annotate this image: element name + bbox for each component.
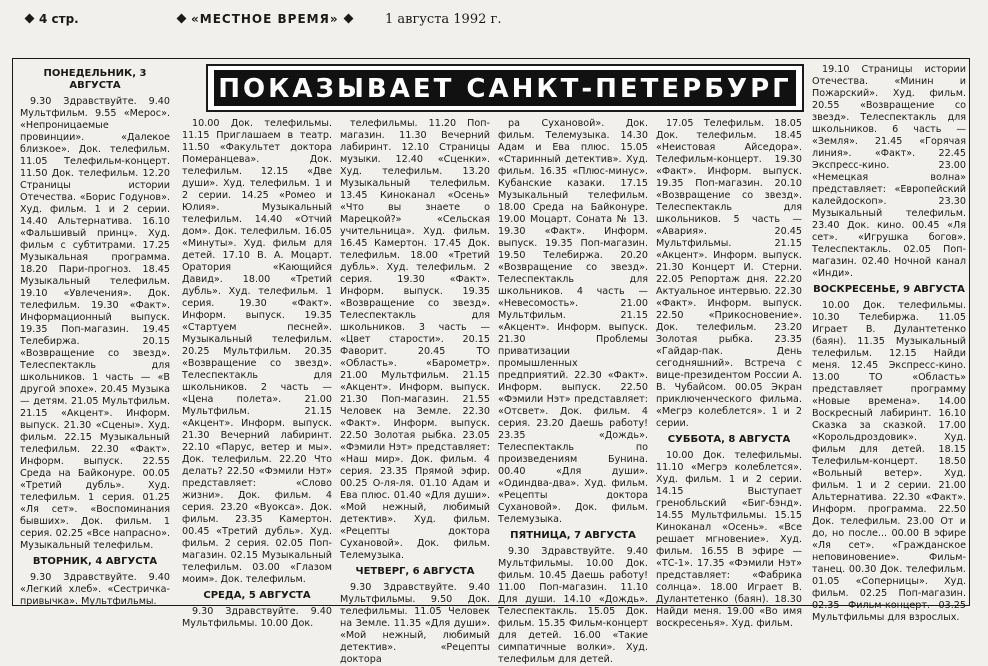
day-heading-friday: ПЯТНИЦА, 7 АВГУСТА [510, 530, 636, 541]
program-listing: 10.00 Док. телефильмы. 10.30 Телебиржа. 11.05 Играет В. Дулантетенко (баян). 11.35 Музыкальный телефильм. 12.15 Найди меня. 12.45 Экспресс-кино. 13.00 ТО «Область» представляет программу «Новые времена». 14.00 Воскресный лабиринт. 16.10 Сказка за сказкой. 17.00 «Корольдроздовик». Худ. фильм для детей. 18.15 Телефильм-концерт. 18.50 «Вольный ветер». Худ. фильм. 1 и 2 серии. 21.00 Альтернатива. 22.30 «Факт». Информ. программа. 22.50 Док. телефильм. 23.00 От и до, но после... 00.00 В эфире «Ля сет». «Гражданское неповиновение». Фильм-танец. 00.30 Док. телефильм. 01.05 «Соперницы». Худ. фильм. 02.25 Поп-магазин. 02.35 Фильм-концерт. 03.25 Мультфильмы для взрослых. [812, 300, 966, 623]
column-2 [182, 118, 332, 629]
column-6 [812, 64, 966, 623]
program-listing: 9.30 Здравствуйте. 9.40 Мультфильмы. 10.00 Док. фильм. 10.45 Даешь работу! 11.00 Поп-магазин. 11.10 Для души. 14.10 «Дождь». Телеспектакль. 15.05 Док. фильм. 15.35 Фильм-концерт для детей. 16.00 «Такие симпатичные волки». Худ. телефильм для детей. [498, 546, 648, 665]
day-heading-tuesday: ВТОРНИК, 4 АВГУСТА [32, 556, 158, 567]
column-5 [656, 118, 802, 629]
column-1 [20, 64, 170, 607]
day-heading-wednesday: СРЕДА, 5 АВГУСТА [203, 590, 311, 601]
diamond-icon [177, 14, 187, 24]
diamond-icon [343, 14, 353, 24]
program-listing: 10.00 Док. телефильмы. 11.10 «Мегрэ колеблется». Худ. фильм. 1 и 2 серии. 14.15 Выступает гренобльский «Биг-бэнд». 14.55 Мультфильмы. 15.15 Киноканал «Осень». «Все решает мгновение». Худ. фильм. 16.55 В эфире — «ТС-1». 17.35 «Фэмили Нэт» представляет: «Фабрика солнца». 18.00 Играет В. Дулантетенко (баян). 18.30 Найди меня. 19.00 «Во имя воскресенья». Худ. фильм. [656, 450, 802, 629]
program-listing: 9.30 Здравствуйте. 9.40 «Легкий хлеб». «Сестричка-привычка». Мультфильмы. [20, 572, 170, 607]
issue-date: 1 августа 1992 г. [385, 12, 502, 27]
banner-background [214, 70, 796, 106]
program-listing: 9.30 Здравствуйте. 9.40 Мультфильм. 9.55 «Мерос». «Непроницаемые провинции». «Далекое близкое». Док. телефильм. 11.05 Телефильм-концерт. 11.50 Док. телефильм. 12.20 Страницы истории Отечества. «Борис Годунов». Худ. фильм. 1 и 2 серии. 14.40 Альтернатива. 16.10 «Фальшивый принц». Худ. фильм с субтитрами. 17.25 Музыкальная программа. 18.20 Пари-прогноз. 18.45 Музыкальный телефильм. 19.10 «Увлечения». Док. телефильм. 19.30 «Факт». Информационный выпуск. 19.35 Поп-магазин. 19.45 Телебиржа. 20.15 «Возвращение со звезд». Телеспектакль для школьников. 1 часть — «В другой эпохе». 20.45 Музыка — детям. 21.05 Мультфильм. 21.15 «Акцент». Информ. выпуск. 21.30 «Сцены». Худ. фильм. 22.15 Музыкальный телефильм. 22.30 «Факт». Информ. выпуск. 22.55 Среда на Байконуре. 00.05 «Третий дубль». Худ. телефильм. 1 серия. 01.25 «Ля сет». «Воспоминания бывших». Док. фильм. 1 серия. 02.25 «Все напрасно». Музыкальный телефильм. [20, 96, 170, 551]
page-number: 4 стр. [20, 12, 79, 26]
program-listing: 10.00 Док. телефильмы. 11.15 Приглашаем в театр. 11.50 «Факультет доктора Померанцева». Док. телефильм. 12.15 «Две души». Худ. телефильм. 1 и 2 серии. 14.25 «Ромео и Юлия». Музыкальный телефильм. 14.40 «Отчий дом». Док. телефильм. 16.05 «Минуты». Худ. фильм для детей. 17.10 В. А. Моцарт. Оратория «Кающийся Давид». 18.00 «Третий дубль». Худ. телефильм. 1 серия. 19.30 «Факт». Информ. выпуск. 19.35 «Стартуем песней». Музыкальный телефильм. 20.25 Мультфильм. 20.35 «Возвращение со звезд». Телеспектакль для школьников. 2 часть — «Цена полета». 21.00 Мультфильм. 21.15 «Акцент». Информ. выпуск. 21.30 Вечерний лабиринт. 22.10 «Парус, ветер и мы». Док. телефильм. 22.20 Что делать? 22.50 «Фэмили Нэт» представляет: «Слово жизни». Док. фильм. 4 серия. 23.20 «Вуокса». Док. фильм. 23.35 Камертон. 00.45 «Третий дубль». Худ. фильм. 2 серия. 02.05 Поп-магазин. 02.15 Музыкальный телефильм. 03.00 «Глазом моим». Док. телефильм. [182, 118, 332, 585]
program-listing: 9.30 Здравствуйте. 9.40 Мультфильмы. 10.00 Док. [182, 606, 332, 629]
program-listing: 9.30 Здравствуйте. 9.40 Мультфильмы. 9.50 Док. телефильмы. 11.05 Человек на Земле. 11.35 «Для души». «Мой нежный, любимый детектив». «Рецепты доктора [340, 582, 490, 665]
day-heading-saturday: СУББОТА, 8 АВГУСТА [667, 434, 791, 445]
program-listing: телефильмы. 11.20 Поп-магазин. 11.30 Вечерний лабиринт. 12.10 Страницы музыки. 12.40 «Сценки». Худ. телефильм. 13.20 Музыкальный телефильм. 13.45 Киноканал «Осень» «Что вы знаете о Марецкой?» «Сельская учительница». Худ. фильм. 16.45 Камертон. 17.45 Док. телефильм. 18.00 «Третий дубль». Худ. телефильм. 2 серия. 19.30 «Факт». Информ. выпуск. 19.35 «Возвращение со звезд». Телеспектакль для школьников. 3 часть — «Цвет старости». 20.15 Фаворит. 20.45 ТО «Область». «Барометр». 21.00 Мультфильм. 21.15 «Акцент». Информ. выпуск. 21.30 Поп-магазин. 21.55 Человек на Земле. 22.30 «Факт». Информ. выпуск. 22.50 Золотая рыбка. 23.05 «Фэмили Нэт» представляет: «Наш мир». Док. фильм. 4 серия. 23.35 Прямой эфир. 00.25 О-ля-ля. 01.10 Адам и Ева плюс. 01.40 «Для души». «Мой нежный, любимый детектив». Худ. фильм. «Рецепты доктора Сухановой». Док. фильм. Телемузыка. [340, 118, 490, 561]
newspaper-name: «МЕСТНОЕ ВРЕМЯ» [172, 12, 358, 26]
day-heading-monday: ПОНЕДЕЛЬНИК, 3 АВГУСТА [43, 68, 147, 91]
program-listing: ра Сухановой». Док. фильм. Телемузыка. 14.30 Адам и Ева плюс. 15.05 «Старинный детектив». Худ. фильм. 16.35 «Плюс-минус». Кубанские казаки. 17.15 Музыкальный телефильм. 18.00 Среда на Байконуре. 19.00 Моцарт. Соната № 13. 19.30 «Факт». Информ. выпуск. 19.35 Поп-магазин. 19.50 Телебиржа. 20.20 «Возвращение со звезд». Телеспектакль для школьников. 4 часть — «Невесомость». 21.00 Мультфильм. 21.15 «Акцент». Информ. выпуск. 21.30 Проблемы приватизации промышленных предприятий. 22.30 «Факт». Информ. выпуск. 22.50 «Фэмили Нэт» представляет: «Отсвет». Док. фильм. 4 серия. 23.20 Даешь работу! 23.35 «Дождь». Телеспектакль по произведениям Бунина. 00.40 «Для души». «Одиндва-два». Худ. фильм. «Рецепты доктора Сухановой». Док. фильм. Телемузыка. [498, 118, 648, 525]
column-3 [340, 118, 490, 665]
page-header [0, 6, 988, 34]
banner [206, 64, 804, 112]
day-heading-sunday: ВОСКРЕСЕНЬЕ, 9 АВГУСТА [813, 284, 965, 295]
day-heading-thursday: ЧЕТВЕРГ, 6 АВГУСТА [355, 566, 475, 577]
column-4 [498, 118, 648, 665]
program-listing: 17.05 Телефильм. 18.05 Док. телефильм. 18.45 «Неистовая Айседора». Телефильм-концерт. 19.30 «Факт». Информ. выпуск. 19.35 Поп-магазин. 20.10 «Возвращение со звезд». Телеспектакль для школьников. 5 часть — «Авария». 20.45 Мультфильмы. 21.15 «Акцент». Информ. выпуск. 21.30 Концерт И. Стерни. 22.05 Репортаж дня. 22.20 Актуальное интервью. 22.30 «Факт». Информ. выпуск. 22.50 «Прикосновение». Док. телефильм. 23.20 Золотая рыбка. 23.35 «Гайдар-пак. День сегодняшний». Встреча с вице-президентом России А. В. Чубайсом. 00.05 Экран приключенческого фильма. «Мегрэ колеблется». 1 и 2 серии. [656, 118, 802, 429]
banner-title: ПОКАЗЫВАЕТ САНКТ-ПЕТЕРБУРГ [218, 74, 792, 104]
program-listing: 19.10 Страницы истории Отечества. «Минин и Пожарский». Худ. фильм. 20.55 «Возвращение со звезд». Телеспектакль для школьников. 6 часть — «Земля». 21.45 «Горячая линия». «Факт». 22.45 Экспресс-кино. 23.00 «Немецкая волна» представляет: «Европейский калейдоскоп». 23.30 Музыкальный телефильм. 23.40 Док. кино. 00.45 «Ля сет». «Игрушка богов». Телеспектакль. 02.05 Поп-магазин. 02.40 Ночной канал «Инди». [812, 64, 966, 279]
diamond-icon [25, 14, 35, 24]
